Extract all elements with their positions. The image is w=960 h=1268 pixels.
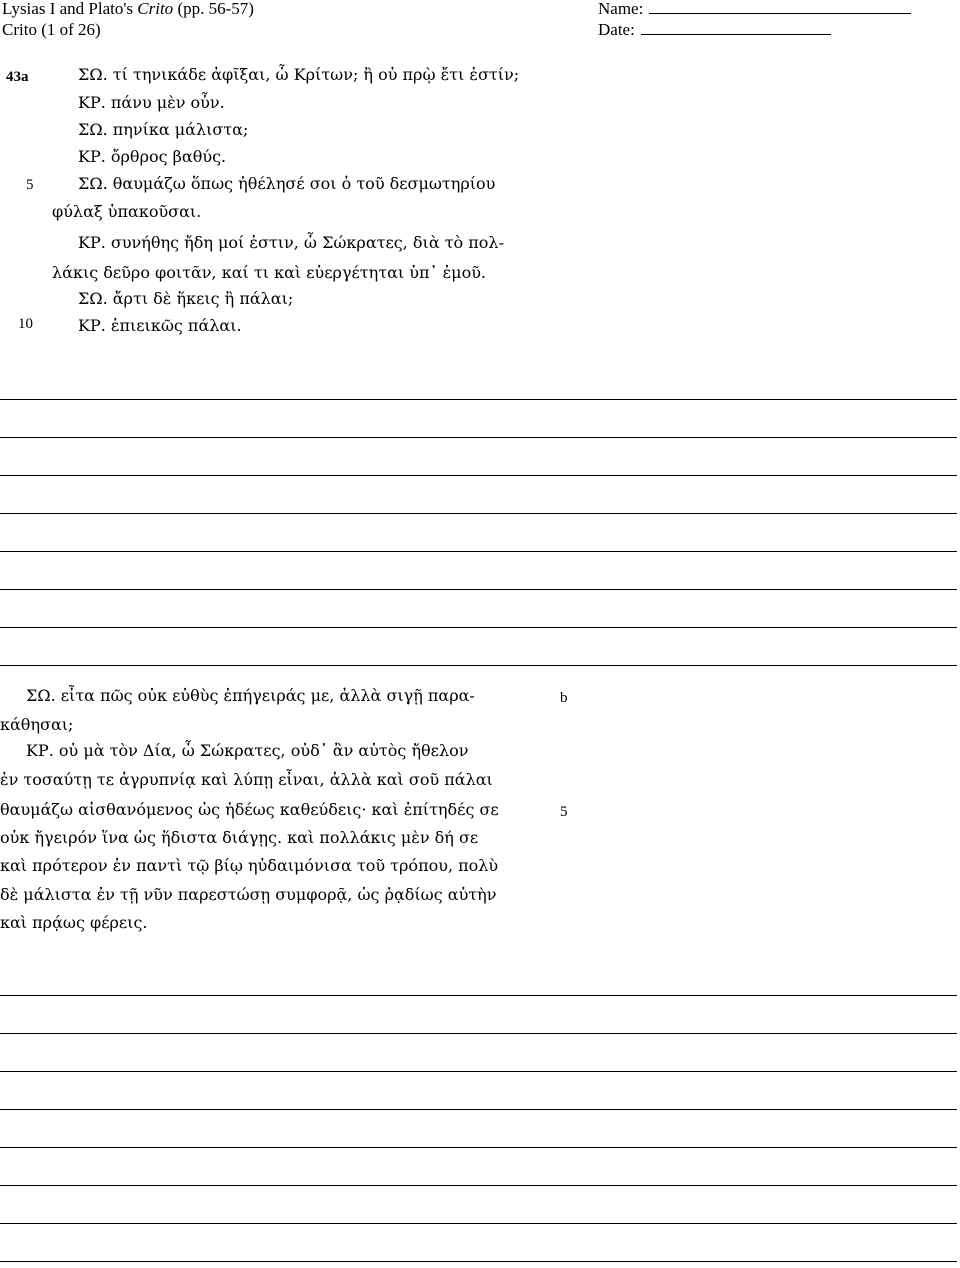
text-line: ΚΡ. ἐπιεικῶς πάλαι. (78, 316, 242, 335)
writing-line[interactable] (0, 399, 957, 400)
text-line: καὶ πρᾴως φέρεις. (0, 913, 148, 932)
text-line: ΚΡ. ὄρθρος βαθύς. (78, 147, 227, 166)
text-line: δὲ μάλιστα ἐν τῇ νῦν παρεστώσῃ συμφορᾷ, ὡς ῥᾳδίως αὐτὴν (0, 885, 497, 904)
subtitle: Crito (1 of 26) (2, 20, 101, 39)
student-info (598, 0, 911, 40)
line-number: 10 (18, 316, 33, 332)
title-italic: Crito (137, 0, 174, 18)
text-line: ΚΡ. πάνυ μὲν οὖν. (78, 93, 225, 112)
line-number: 5 (26, 177, 34, 193)
date-row (598, 19, 911, 40)
text-line: λάκις δεῦρο φοιτᾶν, καί τι καὶ εὐεργέτηται ὑπ᾽ ἐμοῦ. (52, 263, 487, 282)
writing-line[interactable] (0, 1109, 957, 1110)
line-number: 5 (560, 804, 568, 820)
writing-line[interactable] (0, 995, 957, 996)
text-line: ΣΩ. ἄρτι δὲ ἥκεις ἢ πάλαι; (78, 289, 294, 308)
writing-line[interactable] (0, 513, 957, 514)
text-line: καὶ πρότερον ἐν παντὶ τῷ βίῳ ηὐδαιμόνισα τοῦ τρόπου, πολὺ (0, 856, 499, 875)
text-line: οὐκ ἤγειρόν ἵνα ὡς ἥδιστα διάγῃς. καὶ πολλάκις μὲν δή σε (0, 828, 479, 847)
writing-line[interactable] (0, 665, 957, 666)
stephanus-marker: b (560, 690, 568, 706)
stephanus-marker: 43a (6, 69, 29, 85)
date-blank[interactable] (641, 20, 831, 35)
name-row (598, 0, 911, 19)
text-line: ἐν τοσαύτῃ τε ἀγρυπνίᾳ καὶ λύπῃ εἶναι, ἀλλὰ καὶ σοῦ πάλαι (0, 770, 493, 789)
text-line: φύλαξ ὑπακοῦσαι. (52, 202, 202, 221)
text-line: ΚΡ. οὐ μὰ τὸν Δία, ὦ Σώκρατες, οὐδ᾽ ἂν αὐτὸς ἤθελον (26, 741, 469, 760)
writing-line[interactable] (0, 1033, 957, 1034)
worksheet-title (2, 0, 254, 40)
text-line: θαυμάζω αἰσθανόμενος ὡς ἡδέως καθεύδεις· καὶ ἐπίτηδές σε (0, 800, 499, 819)
writing-line[interactable] (0, 1147, 957, 1148)
writing-line[interactable] (0, 627, 957, 628)
writing-line[interactable] (0, 1223, 957, 1224)
text-line: κάθησαι; (0, 715, 74, 734)
name-blank[interactable] (649, 0, 911, 14)
name-label: Name: (598, 0, 644, 18)
text-line: ΣΩ. θαυμάζω ὅπως ἠθέλησέ σοι ὁ τοῦ δεσμωτηρίου (78, 174, 496, 193)
writing-line[interactable] (0, 1185, 957, 1186)
writing-line[interactable] (0, 1261, 957, 1262)
title-line: Lysias I and Plato's Crito (pp. 56-57) (2, 0, 254, 18)
writing-line[interactable] (0, 475, 957, 476)
text-line: ΚΡ. συνήθης ἤδη μοί ἐστιν, ὦ Σώκρατες, διὰ τὸ πολ- (78, 233, 504, 252)
text-line: ΣΩ. πηνίκα μάλιστα; (78, 120, 249, 139)
writing-line[interactable] (0, 551, 957, 552)
writing-line[interactable] (0, 589, 957, 590)
writing-line[interactable] (0, 1071, 957, 1072)
writing-line[interactable] (0, 437, 957, 438)
text-line: ΣΩ. τί τηνικάδε ἀφῖξαι, ὦ Κρίτων; ἢ οὐ πρῲ ἔτι ἐστίν; (78, 65, 520, 84)
date-label: Date: (598, 20, 635, 39)
text-line: ΣΩ. εἶτα πῶς οὐκ εὐθὺς ἐπήγειράς με, ἀλλὰ σιγῇ παρα- (26, 686, 475, 705)
